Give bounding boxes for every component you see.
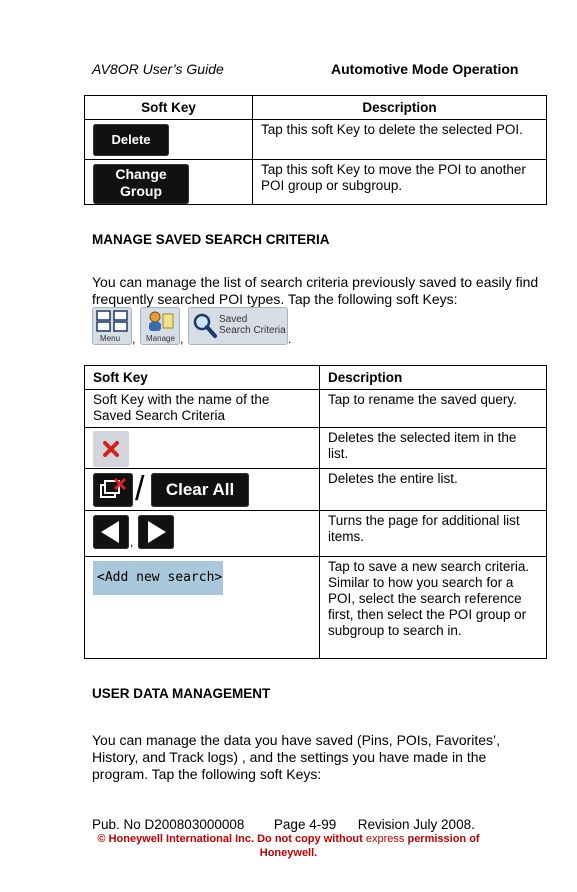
soft-key-table-saved-search	[84, 365, 547, 659]
period: .	[288, 332, 292, 346]
section-heading-user-data: USER DATA MANAGEMENT	[92, 686, 271, 701]
paragraph-saved-search: You can manage the list of search criteria previously saved to easily find frequently searched POI types. Tap the following soft Keys:	[92, 274, 539, 307]
change-group-button[interactable]	[93, 164, 189, 204]
header-section-title: Automotive Mode Operation	[331, 61, 519, 77]
menu-button-label: Menu	[100, 334, 121, 343]
delete-button[interactable]: Delete	[93, 124, 169, 156]
clear-all-button[interactable]: Clear All	[151, 473, 249, 507]
separator-comma: ,	[130, 535, 134, 549]
table-row	[85, 390, 547, 428]
arrow-right-icon	[138, 515, 174, 549]
manage-button[interactable]	[140, 307, 180, 345]
footer-pub-number: Pub. No D200803000008	[92, 817, 245, 832]
header-guide-title: AV8OR User’s Guide	[92, 61, 224, 77]
footer-page-number: Page 4-99	[273, 817, 337, 832]
delete-item-button[interactable]	[93, 431, 129, 467]
arrow-left-icon	[93, 515, 129, 549]
col-header-description: Description	[253, 96, 547, 120]
previous-page-button[interactable]	[93, 515, 129, 549]
search-criteria-label: Search Criteria	[219, 325, 286, 336]
col-header-description: Description	[320, 366, 547, 390]
row-description: Tap this soft Key to delete the selected POI.	[261, 122, 523, 137]
menu-grid-icon	[93, 308, 131, 334]
row-description: Deletes the entire list.	[328, 471, 458, 486]
table-row	[85, 120, 547, 160]
copyright-part-a: © Honeywell International Inc. Do not copy without	[97, 833, 363, 845]
col-header-soft-key: Soft Key	[85, 96, 253, 120]
copyright-part-c: permission of	[407, 833, 480, 845]
table-row	[85, 160, 547, 205]
row-description: Deletes the selected item in the list.	[328, 430, 517, 461]
footer-pub-line	[92, 817, 475, 832]
magnifier-icon	[191, 311, 219, 341]
footer-revision: Revision July 2008.	[357, 817, 475, 832]
footer-copyright	[0, 832, 577, 860]
red-x-icon	[93, 431, 129, 467]
table-row	[85, 557, 547, 659]
paragraph-user-data: You can manage the data you have saved (Pins, POIs, Favorites’, History, and Track logs) , and the settings you have made in the program. Tap the following soft Keys:	[92, 732, 501, 782]
separator-comma: ,	[180, 332, 184, 346]
row-description: Tap to rename the saved query.	[328, 392, 517, 407]
saved-search-criteria-button[interactable]	[188, 307, 288, 345]
copyright-part-b: express	[365, 833, 405, 845]
add-new-search-button[interactable]: <Add new search>	[93, 561, 223, 595]
table-row	[85, 511, 547, 557]
change-group-label-line1: Change	[115, 166, 167, 182]
menu-button[interactable]	[92, 307, 132, 345]
row-soft-key-name: Soft Key with the name of the Saved Search Criteria	[93, 392, 270, 423]
table-row	[85, 428, 547, 469]
col-header-soft-key: Soft Key	[85, 366, 320, 390]
manage-people-icon	[141, 308, 179, 334]
soft-key-table-poi	[84, 95, 547, 205]
delete-list-icon	[93, 473, 133, 507]
copyright-part-d: Honeywell.	[259, 847, 318, 859]
row-description: Tap to save a new search criteria. Similar to how you search for a POI, select the search reference first, then select the POI group or subgroup to search in.	[328, 559, 530, 638]
separator-comma: ,	[132, 332, 136, 346]
table-row	[85, 469, 547, 511]
row-description: Tap this soft Key to move the POI to another POI group or subgroup.	[261, 162, 526, 193]
delete-all-icon-button[interactable]	[93, 473, 133, 507]
saved-label: Saved	[219, 314, 248, 325]
row-description: Turns the page for additional list items.	[328, 513, 520, 544]
change-group-label-line2: Group	[120, 183, 162, 199]
next-page-button[interactable]	[138, 515, 174, 549]
manage-button-label: Manage	[146, 334, 175, 343]
slash-separator: /	[135, 470, 145, 508]
section-heading-saved-search: MANAGE SAVED SEARCH CRITERIA	[92, 232, 330, 247]
